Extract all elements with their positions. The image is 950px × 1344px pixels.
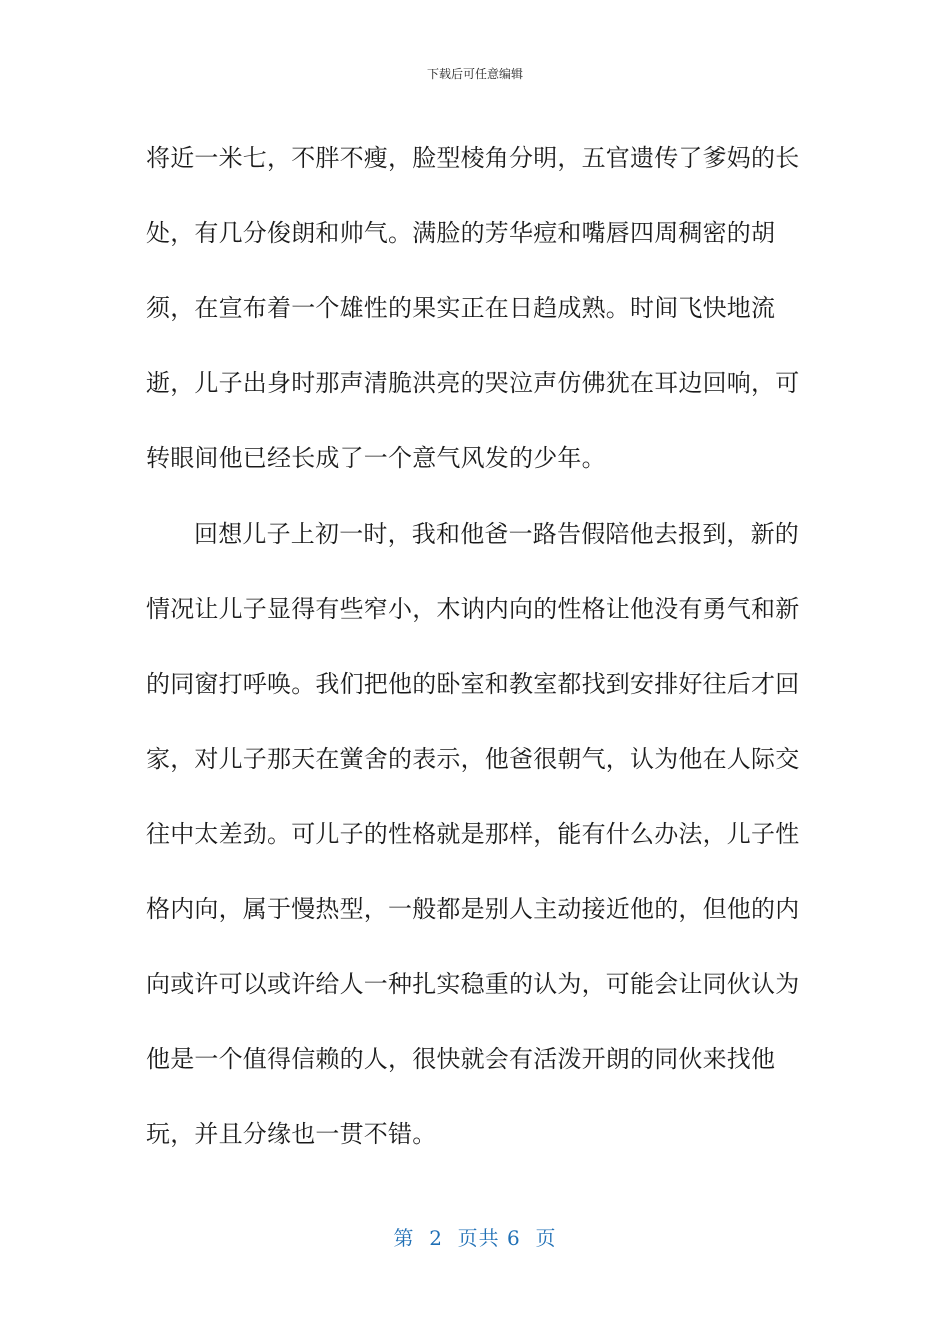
paragraph: 将近一米七，不胖不瘦，脸型棱角分明，五官遗传了爹妈的长处，有几分俊朗和帅气。满脸的芳华痘和嘴唇四周稠密的胡须，在宣布着一个雄性的果实正在日趋成熟。时间飞快地流逝，儿子出身时那声清脆洪亮的哭泣声仿佛犹在耳边回响，可转眼间他已经长成了一个意气风发的少年。 [146, 144, 800, 472]
page-header: 下载后可任意编辑 [426, 67, 523, 81]
page-footer: 第 2 页共 6 页 [393, 1226, 557, 1250]
document-body [146, 121, 810, 1172]
paragraph: 回想儿子上初一时，我和他爸一路告假陪他去报到，新的情况让儿子显得有些窄小，木讷内向的性格让他没有勇气和新的同窗打呼唤。我们把他的卧室和教室都找到安排好往后才回家，对儿子那天在黉舍的表示，他爸很朝气，认为他在人际交往中太差劲。可儿子的性格就是那样，能有什么办法，儿子性格内向，属于慢热型，一般都是别人主动接近他的，但他的内向或许可以或许给人一种扎实稳重的认为，可能会让同伙认为他是一个值得信赖的人，很快就会有活泼开朗的同伙来找他玩，并且分缘也一贯不错。 [146, 520, 800, 1148]
